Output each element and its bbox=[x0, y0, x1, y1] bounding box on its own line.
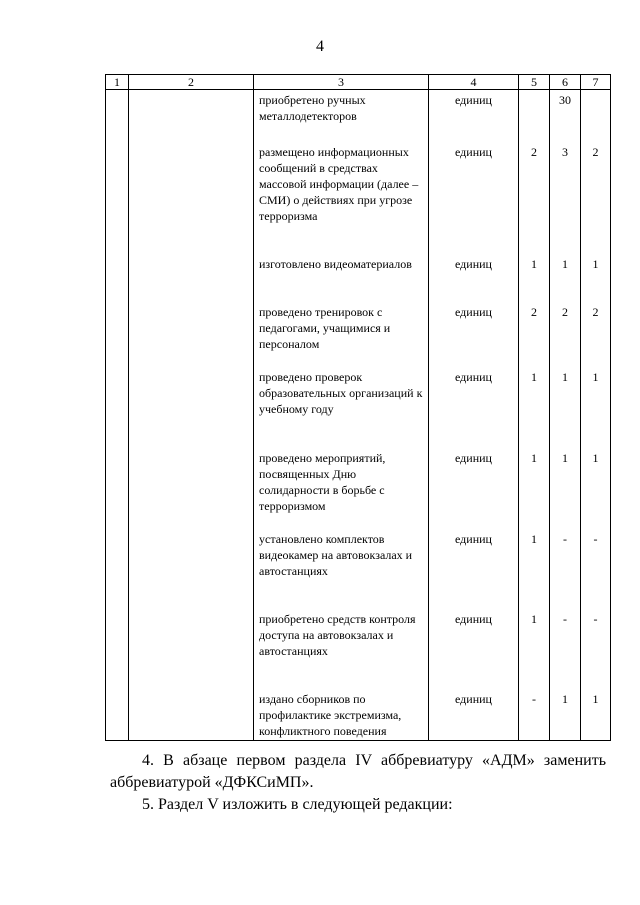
indicators-table bbox=[105, 74, 611, 741]
indicator-text: размещено информационных сообщений в средствах массовой информации (далее – СМИ) о действиях при угрозе терроризма bbox=[254, 144, 429, 256]
value-col6: - bbox=[550, 611, 581, 691]
paragraph-5: 5. Раздел V изложить в следующей редакции: bbox=[142, 796, 453, 813]
table-cell-col1 bbox=[106, 450, 129, 531]
table-row bbox=[106, 369, 611, 450]
value-col7: - bbox=[581, 531, 611, 611]
header-col-1: 1 bbox=[106, 75, 129, 90]
value-col5: 2 bbox=[519, 304, 550, 369]
table-cell-col1 bbox=[106, 90, 129, 144]
unit-cell: единиц bbox=[429, 531, 519, 611]
table-row bbox=[106, 691, 611, 741]
header-col-7: 7 bbox=[581, 75, 611, 90]
header-col-2: 2 bbox=[129, 75, 254, 90]
table-cell-col1 bbox=[106, 531, 129, 611]
value-col7: 2 bbox=[581, 304, 611, 369]
unit-cell: единиц bbox=[429, 144, 519, 256]
value-col6: 30 bbox=[550, 90, 581, 144]
value-col7: 1 bbox=[581, 691, 611, 741]
value-col7: 1 bbox=[581, 256, 611, 304]
table-row bbox=[106, 90, 611, 144]
value-col5 bbox=[519, 90, 550, 144]
value-col6: 1 bbox=[550, 369, 581, 450]
value-col5: 1 bbox=[519, 450, 550, 531]
unit-cell: единиц bbox=[429, 691, 519, 741]
table-row bbox=[106, 144, 611, 256]
unit-cell: единиц bbox=[429, 90, 519, 144]
table-cell-col1 bbox=[106, 611, 129, 691]
table-header-row bbox=[106, 75, 611, 90]
header-col-6: 6 bbox=[550, 75, 581, 90]
indicator-text: проведено мероприятий, посвященных Дню солидарности в борьбе с терроризмом bbox=[254, 450, 429, 531]
indicator-text: проведено проверок образовательных организаций к учебному году bbox=[254, 369, 429, 450]
paragraph-4: 4. В абзаце первом раздела IV аббревиатуру «АДМ» заменить аббревиатурой «ДФКСиМП». bbox=[110, 752, 606, 791]
indicator-text: изготовлено видеоматериалов bbox=[254, 256, 429, 304]
unit-cell: единиц bbox=[429, 611, 519, 691]
value-col5: 2 bbox=[519, 144, 550, 256]
table-row bbox=[106, 611, 611, 691]
indicator-text: издано сборников по профилактике экстремизма, конфликтного поведения bbox=[254, 691, 429, 741]
unit-cell: единиц bbox=[429, 256, 519, 304]
unit-cell: единиц bbox=[429, 369, 519, 450]
value-col6: - bbox=[550, 531, 581, 611]
value-col7: - bbox=[581, 611, 611, 691]
table-cell-col2 bbox=[129, 256, 254, 304]
value-col7: 1 bbox=[581, 369, 611, 450]
table-cell-col1 bbox=[106, 304, 129, 369]
indicator-text: приобретено ручных металлодетекторов bbox=[254, 90, 429, 144]
value-col7 bbox=[581, 90, 611, 144]
value-col7: 2 bbox=[581, 144, 611, 256]
table-cell-col2 bbox=[129, 90, 254, 144]
indicator-text: установлено комплектов видеокамер на автовокзалах и автостанциях bbox=[254, 531, 429, 611]
table-cell-col2 bbox=[129, 369, 254, 450]
page-number: 4 bbox=[316, 38, 324, 55]
header-col-5: 5 bbox=[519, 75, 550, 90]
value-col6: 2 bbox=[550, 304, 581, 369]
amendment-paragraphs bbox=[110, 750, 606, 816]
value-col5: 1 bbox=[519, 611, 550, 691]
table-cell-col2 bbox=[129, 531, 254, 611]
table-row bbox=[106, 304, 611, 369]
header-col-3: 3 bbox=[254, 75, 429, 90]
table-cell-col2 bbox=[129, 304, 254, 369]
value-col6: 1 bbox=[550, 450, 581, 531]
table-cell-col1 bbox=[106, 369, 129, 450]
table-row bbox=[106, 450, 611, 531]
table-cell-col1 bbox=[106, 256, 129, 304]
table-cell-col1 bbox=[106, 691, 129, 741]
table-cell-col1 bbox=[106, 144, 129, 256]
value-col6: 1 bbox=[550, 256, 581, 304]
table-cell-col2 bbox=[129, 611, 254, 691]
value-col7: 1 bbox=[581, 450, 611, 531]
table-cell-col2 bbox=[129, 144, 254, 256]
value-col6: 1 bbox=[550, 691, 581, 741]
value-col5: - bbox=[519, 691, 550, 741]
value-col5: 1 bbox=[519, 531, 550, 611]
indicator-text: приобретено средств контроля доступа на автовокзалах и автостанциях bbox=[254, 611, 429, 691]
table-row bbox=[106, 531, 611, 611]
indicator-text: проведено тренировок с педагогами, учащимися и персоналом bbox=[254, 304, 429, 369]
value-col6: 3 bbox=[550, 144, 581, 256]
unit-cell: единиц bbox=[429, 304, 519, 369]
header-col-4: 4 bbox=[429, 75, 519, 90]
table-cell-col2 bbox=[129, 691, 254, 741]
value-col5: 1 bbox=[519, 369, 550, 450]
value-col5: 1 bbox=[519, 256, 550, 304]
table-cell-col2 bbox=[129, 450, 254, 531]
table-row bbox=[106, 256, 611, 304]
unit-cell: единиц bbox=[429, 450, 519, 531]
